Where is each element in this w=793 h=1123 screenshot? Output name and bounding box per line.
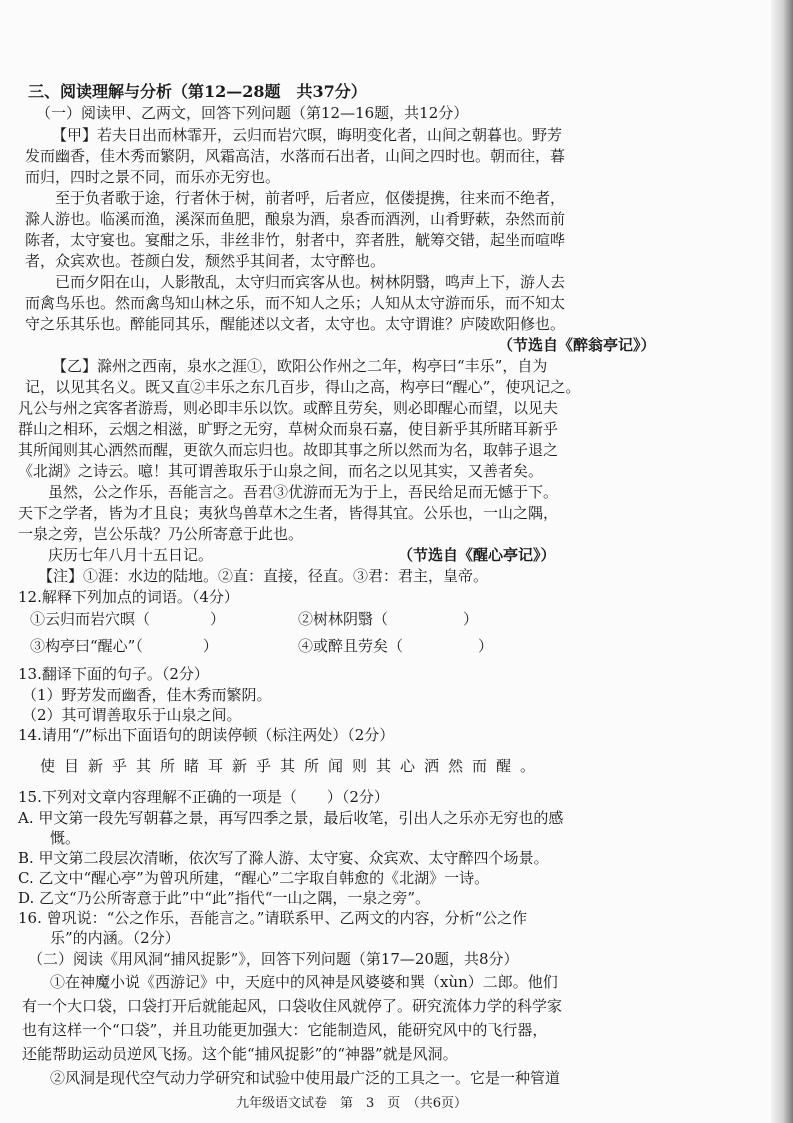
- yi-line: 群山之相环，云烟之相滋，旷野之无穷，草树众而泉石嘉，使目新乎其所睹耳新乎: [18, 420, 559, 438]
- jia-line: 【甲】若夫日出而林霏开，云归而岩穴暝，晦明变化者，山间之朝暮也。野芳: [52, 126, 563, 144]
- q13-item: （1）野芳发而幽香，佳木秀而繁阴。: [22, 686, 272, 704]
- jia-line: 已而夕阳在山，人影散乱，太守归而宾客从也。树林阴翳，鸣声上下，游人去: [55, 273, 566, 291]
- q12-stem: 12.解释下列加点的词语。（4分）: [18, 588, 239, 606]
- jia-line: 者，众宾欢也。苍颜白发，颓然乎其间者，太守醉也。: [25, 252, 386, 270]
- q15-option: 慨。: [50, 829, 81, 847]
- q15-option: B. 甲文第二段层次清晰，依次写了滁人游、太守宴、众宾欢、太守醉四个场景。: [18, 849, 549, 867]
- part2-heading: （二）阅读《用风洞“捕风捉影”》，回答下列问题（第17—20题，共8分）: [28, 950, 519, 968]
- q14-stem: 14.请用“/”标出下面语句的朗读停顿（标注两处）（2分）: [18, 726, 395, 744]
- yi-source: （节选自《醒心亭记》）: [398, 546, 556, 564]
- section-title: 三、阅读理解与分析（第12—28题 共37分）: [28, 82, 367, 101]
- part2-line: ①在神魔小说《西游记》中，天庭中的风神是风婆婆和巽（xùn）二郎。他们: [50, 973, 558, 991]
- part1-heading: （一）阅读甲、乙两文，回答下列问题（第12—16题，共12分）: [36, 104, 469, 122]
- q12-item: ①云归而岩穴暝（ ）: [30, 610, 226, 628]
- page-edge-shadow: [771, 0, 793, 1123]
- yi-line: 天下之学者，皆为才且良；夷狄鸟兽草木之生者，皆得其宜。公乐也，一山之隅，: [18, 504, 559, 522]
- yi-note: 【注】①涯：水边的陆地。②直：直接，径直。③君：君主，皇帝。: [38, 567, 489, 585]
- jia-line: 陈者，太守宴也。宴酣之乐，非丝非竹，射者中，弈者胜，觥筹交错，起坐而喧哗: [25, 231, 566, 249]
- jia-line: 守之乐其乐也。醉能同其乐，醒能述以文者，太守也。太守谓谁？庐陵欧阳修也。: [25, 315, 566, 333]
- yi-line: 【乙】滁州之西南，泉水之涯①，欧阳公作州之二年，构亭曰“丰乐”，自为: [52, 357, 548, 375]
- yi-line: 《北湖》之诗云。噫！其可谓善取乐于山泉之间，而名之以见其实，又善者矣。: [18, 462, 544, 480]
- part2-line: 也有这样一个“口袋”，并且功能更加强大：它能制造风，能研究风中的飞行器，: [22, 1021, 548, 1039]
- yi-line: 虽然，公之作乐，吾能言之。吾君③优游而无为于上，吾民给足而无憾于下。: [48, 483, 559, 501]
- yi-line: 其所闻则其心洒然而醒，更欲久而忘归也。故即其事之所以然而为名，取韩子退之: [18, 441, 559, 459]
- jia-line: 而禽鸟乐也。然而禽鸟知山林之乐，而不知人之乐；人知从太守游而乐，而不知太: [25, 294, 566, 312]
- jia-line: 发而幽香，佳木秀而繁阴，风霜高洁，水落而石出者，山间之四时也。朝而往，暮: [25, 147, 566, 165]
- q16-line: 16. 曾巩说：“公之作乐，吾能言之。”请联系甲、乙两文的内容，分析“公之作: [18, 909, 528, 927]
- q15-option: A. 甲文第一段先写朝暮之景，再写四季之景，最后收笔，引出人之乐亦无穷也的感: [18, 809, 564, 827]
- q16-line: 乐”的内涵。（2分）: [50, 929, 180, 947]
- part2-line: 还能帮助运动员逆风飞扬。这个能“捕风捉影”的“神器”就是风洞。: [22, 1045, 458, 1063]
- part2-line: ②风洞是现代空气动力学研究和试验中使用最广泛的工具之一。它是一种管道: [50, 1069, 561, 1087]
- part2-line: 有一个大口袋，口袋打开后就能起风，口袋收住风就停了。研究流体力学的科学家: [22, 997, 563, 1015]
- yi-line: 凡公与州之宾客者游焉，则必即丰乐以饮。或醉且劳矣，则必即醒心而望，以见夫: [18, 399, 559, 417]
- yi-line: 庆历七年八月十五日记。: [48, 546, 214, 564]
- jia-source: （节选自《醉翁亭记》）: [498, 336, 656, 354]
- jia-line: 滁人游也。临溪而渔，溪深而鱼肥，酿泉为酒，泉香而酒洌，山肴野蔌，杂然而前: [25, 210, 566, 228]
- q15-option: D. 乙文“乃公所寄意于此”中“此”指代“一山之隅，一泉之旁”。: [18, 889, 431, 907]
- q13-stem: 13.翻译下面的句子。（2分）: [18, 665, 209, 683]
- q13-item: （2）其可谓善取乐于山泉之间。: [22, 706, 242, 724]
- q14-sentence: 使目新乎其所睹耳新乎其所闻则其心洒然而醒。: [40, 757, 545, 775]
- jia-line: 而归，四时之景不同，而乐亦无穷也。: [25, 168, 281, 186]
- q12-item: ③构亭曰“醒心”（ ）: [30, 637, 218, 655]
- page-footer: 九年级语文试卷 第 3 页 （共6页）: [236, 1096, 468, 1111]
- yi-line: 一泉之旁，岂公乐哉？乃公所寄意于此也。: [18, 525, 304, 543]
- yi-line: 记，以见其名义。既又直②丰乐之东几百步，得山之高，构亭曰“醒心”，使巩记之。: [25, 378, 581, 396]
- q15-stem: 15.下列对文章内容理解不正确的一项是（ ）（2分）: [18, 788, 389, 806]
- jia-line: 至于负者歌于途，行者休于树，前者呼，后者应，伛偻提携，往来而不绝者，: [55, 189, 566, 207]
- q12-item: ④或醉且劳矣（ ）: [298, 637, 494, 655]
- q12-item: ②树林阴翳（ ）: [298, 610, 479, 628]
- q15-option: C. 乙文中“醒心亭”为曾巩所建，“醒心”二字取自韩愈的《北湖》一诗。: [18, 869, 490, 887]
